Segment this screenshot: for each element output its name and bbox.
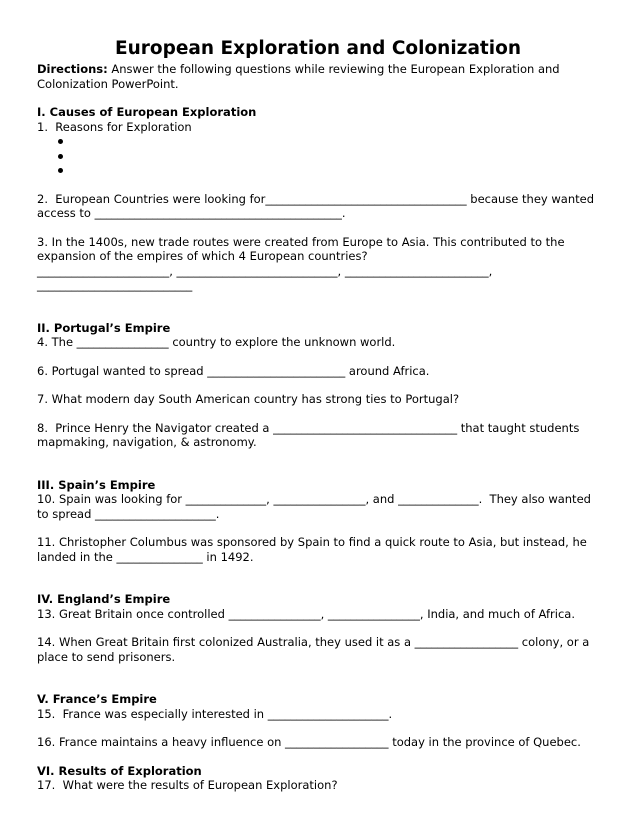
bullet-item <box>57 134 599 149</box>
reasons-bullet-list <box>37 134 599 178</box>
question-17: 17. What were the results of European Exploration? <box>37 778 338 792</box>
question-2-line-1: 2. European Countries were looking for___________________________________ because they wanted <box>37 191 594 206</box>
section-heading-causes: I. Causes of European Exploration <box>37 105 257 119</box>
question-3: 3. In the 1400s, new trade routes were created from Europe to Asia. This contributed to the expansion of the empires of which 4 European countries? <box>37 234 569 263</box>
bullet-item <box>57 163 599 178</box>
directions <box>37 62 599 91</box>
question-1: 1. Reasons for Exploration <box>37 119 192 134</box>
question-15: 15. France was especially interested in _____________________. <box>37 706 393 721</box>
question-8: 8. Prince Henry the Navigator created a ________________________________ that taught students mapmaking, navigation, & astronomy. <box>37 420 583 449</box>
question-14: 14. When Great Britain first colonized Australia, they used it as a __________________ colony, or a place to send prisoners. <box>37 635 593 664</box>
worksheet-page <box>37 38 599 793</box>
question-7: 7. What modern day South American country has strong ties to Portugal? <box>37 392 460 406</box>
question-3-blanks-2: ___________________________ <box>37 278 193 292</box>
page-title: European Exploration and Colonization <box>114 38 521 59</box>
question-11: 11. Christopher Columbus was sponsored by Spain to find a quick route to Asia, but instead, he landed in the _______________ in 1492. <box>37 535 591 564</box>
directions-text: Answer the following questions while reviewing the European Exploration and Colonization PowerPoint. <box>37 62 564 91</box>
question-16: 16. France maintains a heavy influence on __________________ today in the province of Quebec. <box>37 735 581 749</box>
section-heading-france: V. France’s Empire <box>37 692 157 706</box>
question-2-line-2: access to ___________________________________________. <box>37 206 346 220</box>
section-heading-england: IV. England’s Empire <box>37 592 171 606</box>
directions-label: Directions: <box>37 62 108 76</box>
section-heading-results: VI. Results of Exploration <box>37 763 202 778</box>
question-4: 4. The ________________ country to explore the unknown world. <box>37 335 396 349</box>
question-3-blanks-1: _______________________, ____________________________, _________________________, <box>37 263 493 278</box>
question-10: 10. Spain was looking for ______________, ________________, and ______________. They also wanted to spread _____________________. <box>37 492 595 521</box>
question-6: 6. Portugal wanted to spread ________________________ around Africa. <box>37 363 430 378</box>
question-13: 13. Great Britain once controlled ________________, ________________, India, and much of Africa. <box>37 606 575 621</box>
bullet-item <box>57 149 599 164</box>
section-heading-portugal: II. Portugal’s Empire <box>37 320 171 335</box>
section-heading-spain: III. Spain’s Empire <box>37 477 156 492</box>
